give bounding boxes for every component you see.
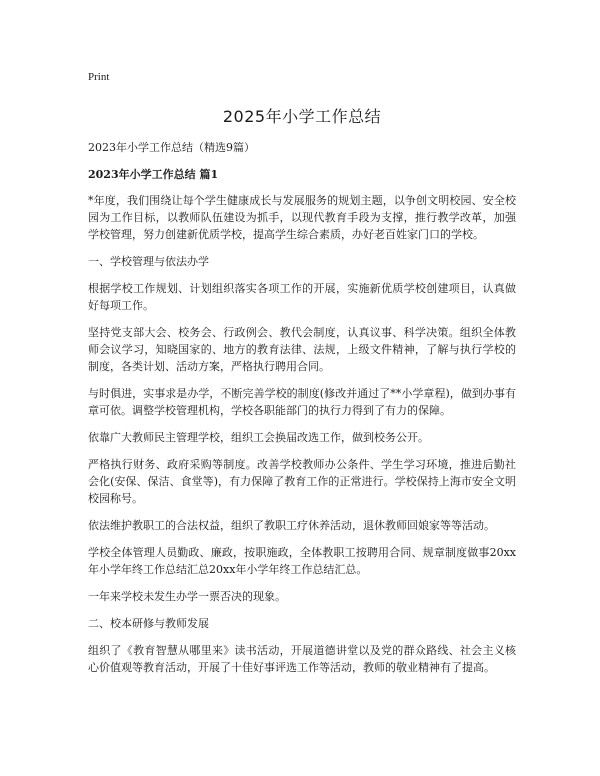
paragraph: 学校全体管理人员勤政、廉政，按职施政，全体教职工按聘用合同、规章制度做事20xx年小学年终工作总结汇总20xx年小学年终工作总结汇总。: [88, 546, 516, 576]
paragraph: 严格执行财务、政府采购等制度。改善学校教师办公条件、学生学习环境，推进后勤社会化(安保、保洁、食堂等)，有力保障了教育工作的正常进行。学校保持上海市安全文明校园称号。: [88, 458, 516, 505]
document-page: [88, 70, 516, 676]
section-heading: 2023年小学工作总结 篇1: [88, 168, 219, 181]
document-subtitle: 2023年小学工作总结（精选9篇）: [88, 141, 255, 154]
paragraph: 根据学校工作规划、计划组织落实各项工作的开展，实施新优质学校创建项目，认真做好每项工作。: [88, 282, 516, 312]
paragraph: 组织了《教育智慧从哪里来》读书活动，开展道德讲堂以及党的群众路线、社会主义核心价值观等教育活动，开展了十佳好事评选工作等活动，教师的敬业精神有了提高。: [88, 644, 516, 674]
paragraph: 依法维护教职工的合法权益，组织了教职工疗休养活动，退休教师回娘家等等活动。: [88, 519, 495, 532]
paragraph-heading-research: 二、校本研修与教师发展: [88, 617, 209, 630]
paragraph: 与时俱进，实事求是办学，不断完善学校的制度(修改并通过了**小学章程)，做到办事有章可依。调整学校管理机构，学校各职能部门的执行力得到了有力的保障。: [88, 387, 516, 417]
paragraph-heading-management: 一、学校管理与依法办学: [88, 255, 209, 268]
paragraph: 依靠广大教师民主管理学校，组织工会换届改选工作，做到校务公开。: [88, 431, 429, 444]
print-link[interactable]: Print: [88, 71, 110, 83]
page-title: 2025年小学工作总结: [222, 107, 382, 126]
paragraph-intro: *年度，我们围绕让每个学生健康成长与发展服务的规划主题，以争创文明校园、安全校园为工作目标，以教师队伍建设为抓手，以现代教育手段为支撑，推行教学改革，加强学校管理，努力创建新优质学校，提高学生综合素质，办好老百姓家门口的学校。: [88, 194, 516, 241]
paragraph: 一年来学校未发生办学一票否决的现象。: [88, 590, 286, 603]
paragraph: 坚持党支部大会、校务会、行政例会、教代会制度，认真议事、科学决策。组织全体教师会议学习，知晓国家的、地方的教育法律、法规，上级文件精神，了解与执行学校的制度，各类计划、活动方案，严格执行聘用合同。: [88, 326, 516, 373]
